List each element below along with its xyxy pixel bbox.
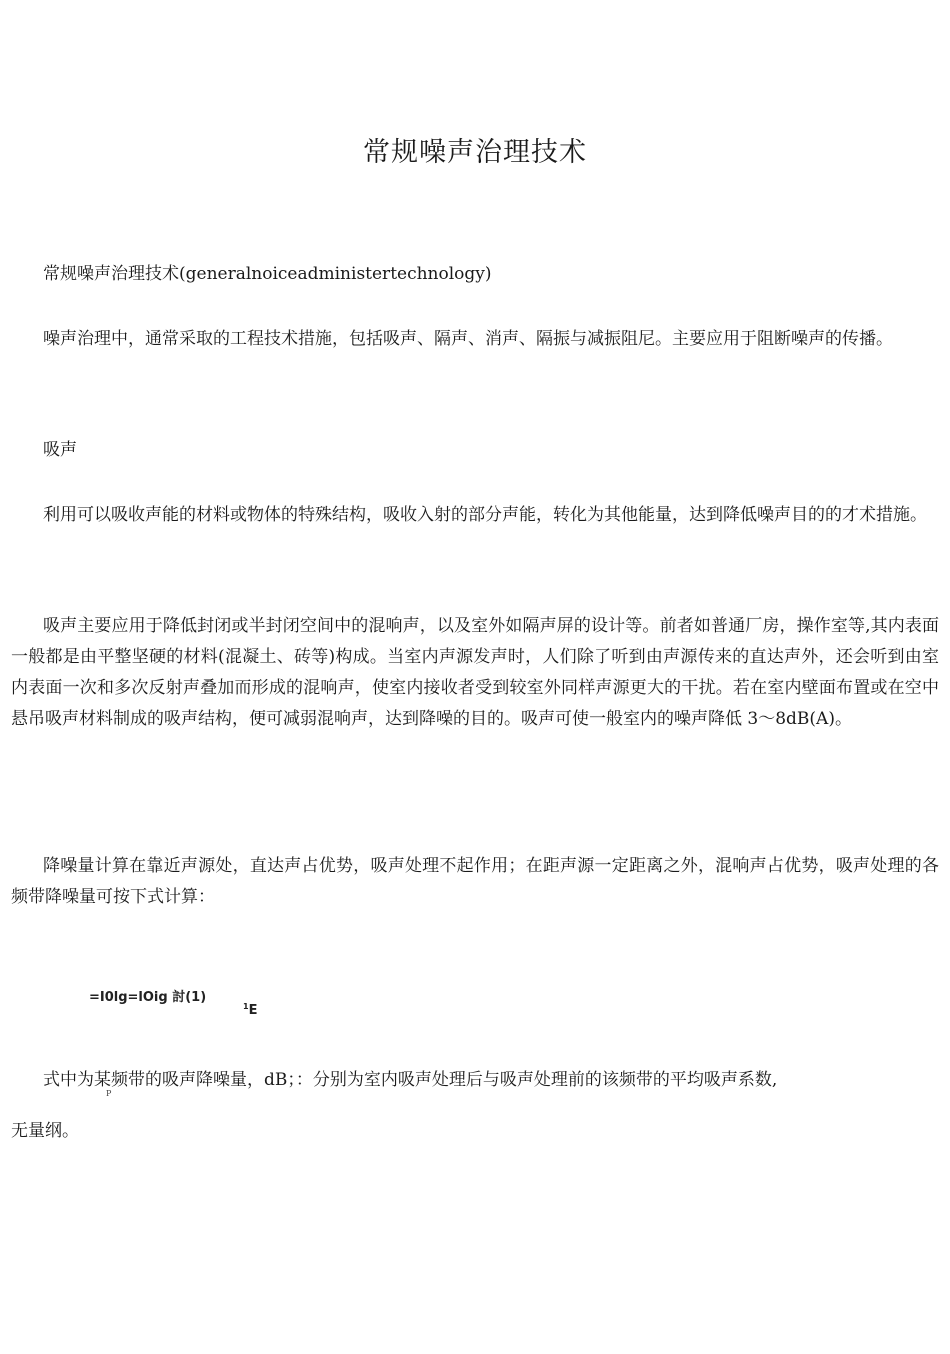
calculation-paragraph: 降噪量计算在靠近声源处，直达声占优势，吸声处理不起作用；在距声源一定距离之外，混响声占优势，吸声处理的各频带降噪量可按下式计算： (11, 856, 939, 907)
explanation-end: 无量纲。 (11, 1121, 79, 1141)
definition-paragraph: 利用可以吸收声能的材料或物体的特殊结构，吸收入射的部分声能，转化为其他能量，达到降低噪声目的的才术措施。 (43, 505, 927, 525)
document-title: 常规噪声治理技术 (363, 137, 587, 168)
formula-sub-superscript: 1 (243, 1002, 249, 1011)
application-paragraph: 吸声主要应用于降低封闭或半封闭空间中的混响声，以及室外如隔声屏的设计等。前者如普通厂房，操作室等,其内表面一般都是由平整坚硬的材料(混凝土、砖等)构成。当室内声源发声时，人们除了听到由声源传来的直达声外，还会听到由室内表面一次和多次反射声叠加而形成的混响声，使室内接收者受到较室外同样声源更大的干扰。若在室内壁面布置或在空中悬吊吸声材料制成的吸声结构，便可减弱混响声，达到降噪的目的。吸声可使一般室内的噪声降低 3～8dB(A)。 (11, 616, 939, 729)
formula-sub (243, 1002, 257, 1018)
explanation-subscript-mark: P (106, 1089, 112, 1098)
intro-paragraph: 噪声治理中，通常采取的工程技术措施，包括吸声、隔声、消声、隔振与减振阻尼。主要应用于阻断噪声的传播。 (43, 329, 893, 349)
subtitle-line: 常规噪声治理技术(generalnoiceadministertechnology) (43, 264, 492, 284)
section-heading: 吸声 (43, 440, 77, 460)
explanation-paragraph: 式中为某频带的吸声降噪量，dB；：分别为室内吸声处理后与吸声处理前的该频带的平均吸声系数, (43, 1070, 778, 1090)
formula-main: =I0lg=lOig 討(1) (89, 990, 207, 1005)
formula-sub-letter: E (248, 1003, 258, 1018)
